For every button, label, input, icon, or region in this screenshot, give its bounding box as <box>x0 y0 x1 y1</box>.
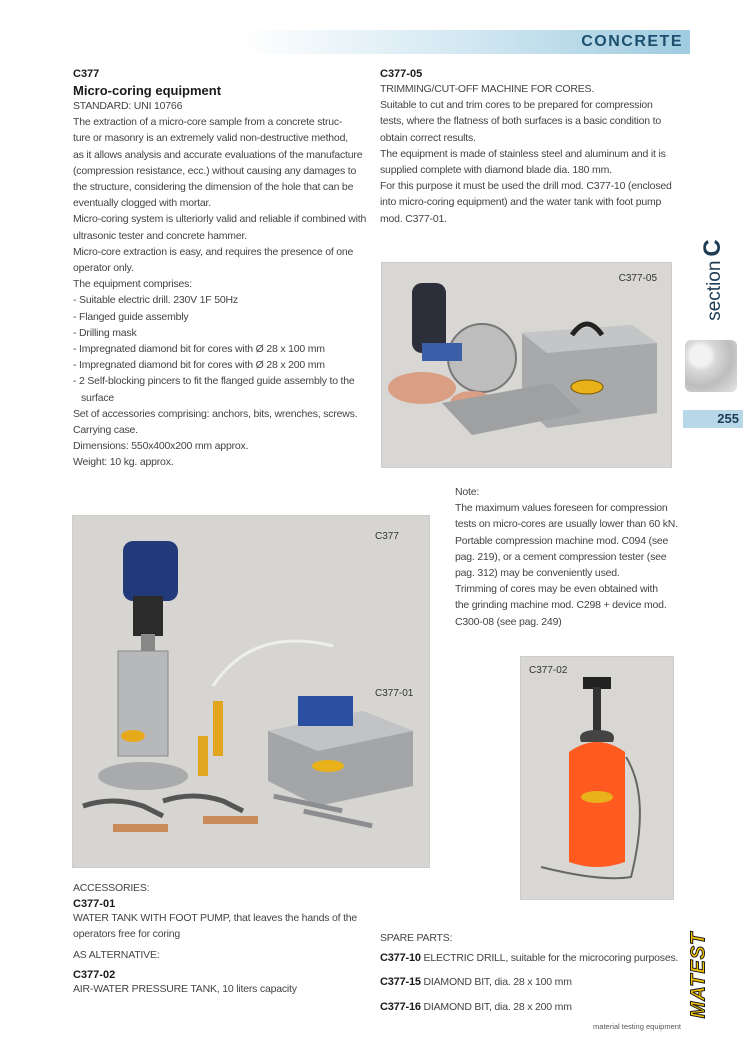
c37702-code: C377-02 <box>73 968 116 981</box>
note-line: pag. 219), or a cement compression tester (see <box>455 550 667 563</box>
page-title: CONCRETE <box>581 33 683 50</box>
c37701-code: C377-01 <box>73 898 116 911</box>
c37705-line: The equipment is made of stainless steel and aluminum and it is <box>380 147 666 160</box>
list-item: - Suitable electric drill. 230V 1F 50Hz <box>73 294 238 307</box>
c37705-line: mod. C377-01. <box>380 212 447 225</box>
c377-desc-line: the structure, considering the dimension of the hole that can be <box>73 181 354 194</box>
c37702-desc: AIR-WATER PRESSURE TANK, 10 liters capacity <box>73 982 297 995</box>
note-line: Portable compression machine mod. C094 (see <box>455 534 669 547</box>
main-photo-label: C377 <box>375 531 399 542</box>
micro-coring-equipment-photo <box>72 515 430 868</box>
accessories-section <box>73 880 373 997</box>
trimming-machine-label: C377-05 <box>618 273 657 284</box>
c377-desc-line: operator only. <box>73 262 134 275</box>
c377-desc-line: ture or masonry is an extremely valid non-destructive method, <box>73 132 348 145</box>
c37705-line: TRIMMING/CUT-OFF MACHINE FOR CORES. <box>380 83 595 95</box>
brand-logo-text: MATEST <box>687 931 710 1019</box>
list-item: - Impregnated diamond bit for cores with Ø 28 x 200 mm <box>73 359 325 372</box>
water-tank-photo-label: C377-01 <box>375 688 414 699</box>
page-number: 255 <box>717 411 739 426</box>
c377-desc-line: The extraction of a micro-core sample from a concrete struc- <box>73 116 343 129</box>
c377-standard: STANDARD: UNI 10766 <box>73 100 183 112</box>
spare-part-row <box>380 950 680 966</box>
c37705-section <box>380 68 680 227</box>
trimming-machine-photo <box>381 262 672 468</box>
spare-parts-heading: SPARE PARTS: <box>380 932 453 944</box>
note-line: pag. 312) may be conveniently used. <box>455 567 620 580</box>
c377-desc-line: (compression resistance, ecc.) without causing any damages to <box>73 164 357 177</box>
footer-text: material testing equipment <box>593 1022 681 1031</box>
concrete-sample-thumbnail <box>685 340 737 392</box>
list-item: - Impregnated diamond bit for cores with Ø 28 x 100 mm <box>73 343 325 356</box>
spare-parts-section <box>380 930 680 1015</box>
spare-part-row <box>380 974 680 990</box>
spare-part-code: C377-15 <box>380 976 421 989</box>
accessories-heading: ACCESSORIES: <box>73 882 150 894</box>
c377-code: C377 <box>73 68 100 80</box>
c37705-code: C377-05 <box>380 68 423 80</box>
c37705-line: supplied complete with diamond blade dia. 180 mm. <box>380 164 612 177</box>
note-section <box>455 484 685 630</box>
c37705-line: into micro-coring equipment) and the water tank with foot pump <box>380 196 662 209</box>
spare-part-desc: DIAMOND BIT, dia. 28 x 200 mm <box>423 1000 572 1013</box>
c37701-desc <box>73 910 373 942</box>
c377-title: Micro-coring equipment <box>73 83 222 98</box>
brand-logo <box>683 925 715 1025</box>
c37705-line: Suitable to cut and trim cores to be prepared for compression <box>380 99 653 112</box>
note-line: tests on micro-cores are usually lower than 60 kN. <box>455 518 678 531</box>
spare-part-desc: DIAMOND BIT, dia. 28 x 100 mm <box>423 976 572 989</box>
c37705-line: tests, where the flatness of both surfaces is a basic condition to <box>380 115 661 128</box>
section-word: section <box>704 260 725 321</box>
c377-desc-line: ultrasonic tester and concrete hammer. <box>73 229 247 242</box>
list-item: - 2 Self-blocking pincers to fit the flanged guide assembly to the surface <box>73 375 355 404</box>
c37701-desc-line: operators free for coring <box>73 928 181 941</box>
spare-part-row <box>380 999 680 1015</box>
c377-desc-line: eventually clogged with mortar. <box>73 197 211 210</box>
c377-section <box>73 68 368 471</box>
c377-after-line: Set of accessories comprising: anchors, bits, wrenches, screws. <box>73 407 358 420</box>
c377-after-line: Weight: 10 kg. approx. <box>73 456 174 469</box>
pressure-tank-photo <box>520 656 674 900</box>
note-line: Trimming of cores may be even obtained with <box>455 583 658 596</box>
spare-part-desc: ELECTRIC DRILL, suitable for the microcoring purposes. <box>423 952 679 965</box>
note-line: C300-08 (see pag. 249) <box>455 615 562 628</box>
c377-desc-line: The equipment comprises: <box>73 278 192 291</box>
note-line: The maximum values foreseen for compression <box>455 502 668 515</box>
c377-components-list <box>73 292 368 405</box>
c377-desc-line: Micro-core extraction is easy, and requires the presence of one <box>73 245 354 258</box>
note-heading: Note: <box>455 486 480 498</box>
section-letter: C <box>699 239 726 257</box>
c377-after-line: Carrying case. <box>73 424 138 437</box>
note-line: the grinding machine mod. C298 + device mod. <box>455 599 667 612</box>
c377-desc-line: Micro-coring system is ulteriorly valid and reliable if combined with <box>73 213 367 226</box>
c37705-line: For this purpose it must be used the drill mod. C377-10 (enclosed <box>380 180 672 193</box>
spare-part-code: C377-16 <box>380 1000 421 1013</box>
pressure-tank-label: C377-02 <box>529 665 568 676</box>
c377-after-line: Dimensions: 550x400x200 mm approx. <box>73 440 249 453</box>
spare-part-code: C377-10 <box>380 952 421 965</box>
c37705-line: obtain correct results. <box>380 131 476 144</box>
alternative-heading: AS ALTERNATIVE: <box>73 948 160 961</box>
list-item: - Drilling mask <box>73 326 137 339</box>
section-label <box>683 220 743 330</box>
list-item: - Flanged guide assembly <box>73 310 189 323</box>
c37705-body <box>380 81 680 227</box>
c377-desc-line: as it allows analysis and accurate evaluations of the manufacture <box>73 148 363 161</box>
c377-body <box>73 98 368 471</box>
c37701-desc-line: WATER TANK WITH FOOT PUMP, that leaves the hands of the <box>73 912 358 925</box>
